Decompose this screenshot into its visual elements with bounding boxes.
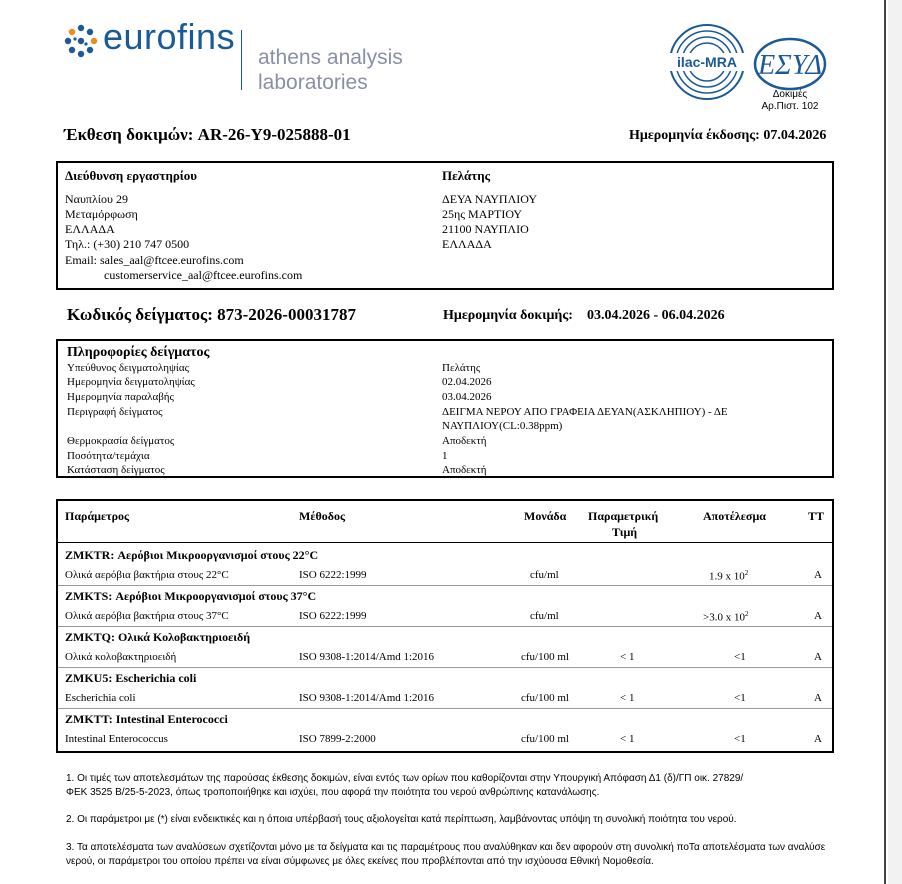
info-value-cont: ΝΑΥΠΛΙΟΥ(CL:0.38ppm) [442, 420, 563, 432]
info-label: Ποσότητα/τεμάχια [67, 450, 150, 462]
cell-param-value: < 1 [620, 692, 635, 704]
logo-divider [241, 30, 242, 90]
lab-line: ΕΛΛΑΔΑ [65, 222, 115, 236]
footnote-1-line-2: ΦΕΚ 3525 Β/25-5-2023, όπως τροποποιήθηκε και ισχύει, που αφορά την ποιότητα του νερού ανθρώπινης κατανάλωσης. [66, 787, 600, 798]
lab-line: Ναυπλίου 29 [65, 192, 128, 206]
lab-line: Μεταμόρφωση [65, 207, 138, 221]
cell-result: <1 [734, 651, 746, 663]
row-divider [58, 667, 832, 668]
group-title: ZMKTR: Αερόβιοι Μικροοργανισμοί στους 22°C [65, 548, 319, 562]
client-line: 25ης ΜΑΡΤΙΟΥ [442, 207, 523, 221]
info-value: Πελάτης [442, 362, 481, 374]
cell-result [709, 569, 748, 583]
info-label: Κατάσταση δείγματος [67, 464, 165, 476]
col-header-param-value-1: Παραμετρική [588, 509, 659, 523]
info-label: Υπεύθυνος δειγματοληψίας [67, 362, 190, 374]
esyd-logo-icon [752, 36, 828, 92]
row-divider [58, 708, 832, 709]
info-label: Ημερομηνία παραλαβής [67, 391, 174, 403]
cell-param-value: < 1 [620, 651, 635, 663]
lab-email-2: customerservice_aal@ftcee.eurofins.com [104, 268, 303, 282]
cell-unit: cfu/ml [530, 569, 559, 581]
footnote-3-line-2: νερού, οι παράμετροι του οποίου πρέπει να είναι σύμφωνες με όλες εκείνες που προβλέπονται από την ισχύουσα Εθνική Νομοθεσία. [66, 856, 654, 867]
cell-method: ISO 6222:1999 [299, 569, 367, 581]
cell-parameter: Escherichia coli [65, 692, 136, 704]
result-exponent: 2 [744, 610, 749, 618]
cell-unit: cfu/100 ml [521, 733, 569, 745]
client-line: ΔΕΥΑ ΝΑΥΠΛΙΟΥ [442, 192, 538, 206]
row-divider [58, 626, 832, 627]
logo-subtitle-1: athens analysis [258, 46, 403, 69]
cell-method: ISO 9308-1:2014/Amd 1:2016 [299, 651, 435, 663]
info-value: 03.04.2026 [442, 391, 492, 403]
client-heading: Πελάτης [442, 168, 491, 183]
cell-unit: cfu/100 ml [521, 692, 569, 704]
cell-parameter: Intestinal Enterococcus [65, 733, 168, 745]
cell-method: ISO 6222:1999 [299, 610, 367, 622]
page-edge [884, 0, 886, 884]
footnote-1-line-1: 1. Οι τιμές των αποτελεσμάτων της παρούσας έκθεσης δοκιμών, είναι εντός των ορίων που καθορίζονται στην Υπουργική Απόφαση Δ1 (δ)/ΓΠ οικ. 27829/ [66, 773, 744, 784]
group-title: ZMKTT: Intestinal Enterococci [65, 712, 228, 726]
info-value: Αποδεκτή [442, 464, 487, 476]
eurofins-logo-icon [64, 24, 98, 58]
info-value: 02.04.2026 [442, 376, 492, 388]
cell-unit: cfu/100 ml [521, 651, 569, 663]
ilac-mra-logo-icon [667, 22, 747, 102]
cell-unit: cfu/ml [530, 610, 559, 622]
ilac-logo-text: ilac-MRA [677, 54, 737, 70]
lab-heading: Διεύθυνση εργαστηρίου [65, 168, 198, 183]
lab-email: Email: sales_aal@ftcee.eurofins.com [65, 253, 244, 267]
cell-tt: A [814, 569, 822, 581]
lab-phone: Τηλ.: (+30) 210 747 0500 [65, 237, 190, 251]
footnote-3-line-1: 3. Τα αποτελέσματα των αναλύσεων σχετίζονται μόνο με τα δείγματα και τις παραμέτρους που αναλύθηκαν και δεν αφορούν στη συνολική ποΤα αποτελέσματα των αναλύσε [66, 842, 826, 853]
col-header-param-value-2: Τιμή [612, 525, 638, 539]
cell-result: <1 [734, 733, 746, 745]
client-line: ΕΛΛΑΔΑ [442, 237, 492, 251]
info-label: Θερμοκρασία δείγματος [67, 435, 175, 447]
accreditation-line-1: Δοκιμές [772, 89, 808, 100]
result-value: 1.9 x 10 [709, 570, 745, 583]
info-value: ΔΕΙΓΜΑ ΝΕΡΟΥ ΑΠΟ ΓΡΑΦΕΙΑ ΔΕΥΑΝ(ΑΣΚΛΗΠΙΟΥ) - ΔΕ [442, 406, 728, 418]
info-value: Αποδεκτή [442, 435, 487, 447]
test-date-label: Ημερομηνία δοκιμής: [443, 308, 573, 323]
report-title: Έκθεση δοκιμών: AR-26-Y9-025888-01 [64, 125, 351, 144]
cell-result [703, 610, 748, 624]
info-value: 1 [442, 450, 448, 462]
cell-tt: A [814, 610, 822, 622]
col-header-tt: ΤΤ [808, 509, 825, 523]
cell-method: ISO 7899-2:2000 [299, 733, 376, 745]
row-divider [58, 585, 832, 586]
logo-wordmark: eurofins [103, 16, 236, 57]
test-date-value: 03.04.2026 - 06.04.2026 [587, 308, 725, 323]
col-header-method: Μέθοδος [299, 509, 346, 523]
esyd-logo-text: ΕΣΥΔ [758, 50, 822, 81]
cell-parameter: Ολικά αερόβια βακτήρια στους 37°C [65, 610, 229, 622]
cell-result: <1 [734, 692, 746, 704]
cell-param-value: < 1 [620, 733, 635, 745]
cell-parameter: Ολικά αερόβια βακτήρια στους 22°C [65, 569, 229, 581]
col-header-unit: Μονάδα [524, 509, 567, 523]
sample-info-heading: Πληροφορίες δείγματος [67, 345, 210, 360]
info-label: Περιγραφή δείγματος [67, 406, 163, 418]
header-divider [58, 542, 832, 543]
client-line: 21100 ΝΑΥΠΛΙΟ [442, 222, 529, 236]
cell-tt: A [814, 733, 822, 745]
group-title: ZMKTQ: Ολικά Κολοβακτηριοειδή [65, 630, 251, 644]
group-title: ZMKU5: Escherichia coli [65, 671, 197, 685]
accreditation-line-2: Αρ.Πιστ. 102 [761, 101, 819, 112]
issue-date: Ημερομηνία έκδοσης: 07.04.2026 [629, 128, 827, 143]
group-title: ZMKTS: Αερόβιοι Μικροοργανισμοί στους 37°C [65, 589, 317, 603]
result-value: >3.0 x 10 [703, 611, 745, 624]
sample-code: Κωδικός δείγματος: 873-2026-00031787 [67, 305, 356, 324]
col-header-result: Αποτέλεσμα [703, 509, 766, 523]
result-exponent: 2 [744, 569, 749, 577]
cell-method: ISO 9308-1:2014/Amd 1:2016 [299, 692, 435, 704]
cell-parameter: Ολικά κολοβακτηριοειδή [65, 651, 177, 663]
cell-tt: A [814, 651, 822, 663]
logo-subtitle-2: laboratories [258, 71, 368, 94]
col-header-parameter: Παράμετρος [65, 509, 130, 523]
footnote-2: 2. Οι παράμετροι με (*) είναι ενδεικτικές και η όποια υπέρβασή τους αξιολογείται κατά περίπτωση, λαμβάνοντας υπόψη τη συνολική ποιότητα του νερού. [66, 814, 737, 825]
page-gutter [888, 0, 902, 884]
cell-tt: A [814, 692, 822, 704]
info-label: Ημερομηνία δειγματοληψίας [67, 376, 195, 388]
